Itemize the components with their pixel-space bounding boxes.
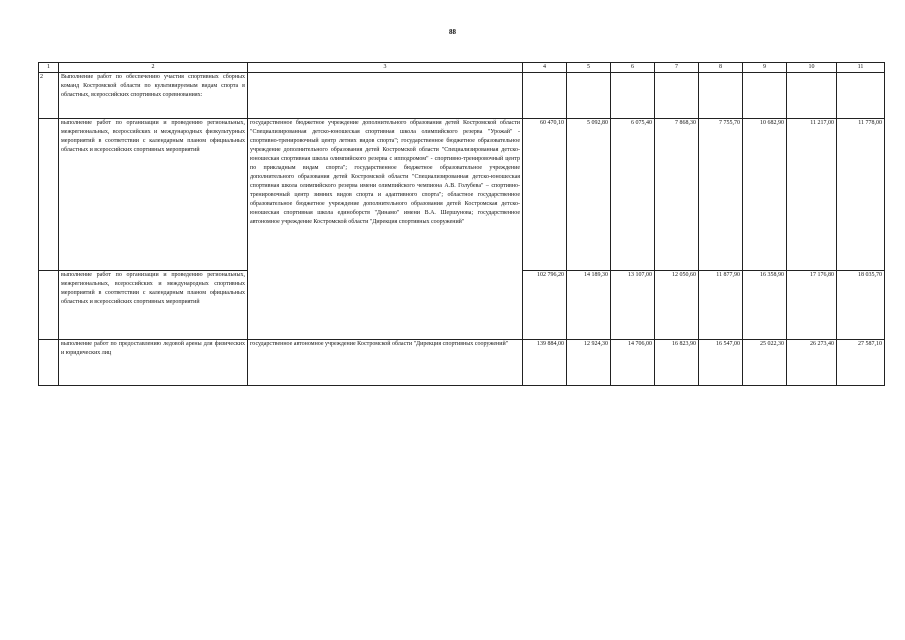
value-cell: 12 050,60 <box>655 271 699 340</box>
work-description: выполнение работ по предоставлению ледовой арены для физических и юридических лиц <box>59 340 248 386</box>
value-cell: 11 778,00 <box>837 119 885 271</box>
value-cell: 16 547,00 <box>699 340 743 386</box>
value-cell: 18 035,70 <box>837 271 885 340</box>
value-cell: 13 107,00 <box>611 271 655 340</box>
value-cell: 139 884,00 <box>523 340 567 386</box>
header-cell: 2 <box>59 63 248 73</box>
value-cell: 60 470,10 <box>523 119 567 271</box>
value-cell: 17 176,80 <box>787 271 837 340</box>
value-cell: 12 924,30 <box>567 340 611 386</box>
value-cell: 27 587,10 <box>837 340 885 386</box>
work-description: выполнение работ по организации и проведению региональных, межрегиональных, всероссийских и международных физкультурных мероприятий в соответствии с календарным планом официальных областных и всероссийских спортивных мероприятий <box>59 119 248 271</box>
header-cell: 9 <box>743 63 787 73</box>
table-row <box>39 119 885 271</box>
program-table <box>38 62 885 386</box>
value-cell: 7 755,70 <box>699 119 743 271</box>
value-cell: 14 189,30 <box>567 271 611 340</box>
value-cell: 11 877,90 <box>699 271 743 340</box>
value-cell: 11 217,00 <box>787 119 837 271</box>
value-cell: 5 092,80 <box>567 119 611 271</box>
header-cell: 4 <box>523 63 567 73</box>
header-cell: 8 <box>699 63 743 73</box>
table-row <box>39 340 885 386</box>
header-cell: 5 <box>567 63 611 73</box>
header-cell: 6 <box>611 63 655 73</box>
section-title: Выполнение работ по обеспечению участия спортивных сборных команд Костромской области по культивируемым видам спорта в областных, всероссийских спортивных соревнованиях: <box>59 73 248 119</box>
header-cell: 11 <box>837 63 885 73</box>
section-number: 2 <box>39 73 59 119</box>
header-row <box>39 63 885 73</box>
value-cell: 102 796,20 <box>523 271 567 340</box>
executor-cell: государственное бюджетное учреждение дополнительного образования детей Костромской области "Специализированная детско-юношеская спортивная школа олимпийского резерва "Урожай" - спортивно-тренировочный центр летних видов спорта"; государственное бюджетное образовательное учреждение дополнительного образования детей Костромской области "Специализированная детско-юношеская спортивная школа олимпийского резерва с ипподромом" - спортивно-тренировочный центр по прикладным видам спорта"; государственное бюджетное образовательное учреждение дополнительного образования детей Костромской области "Специализированная детско-юношеская спортивная школа олимпийского резерва имени олимпийского чемпиона А.В. Голубева" – спортивно-тренировочный центр зимних видов спорта и адаптивного спорта"; областное государственное образовательное бюджетное учреждение дополнительного образования детей Костромская детско-юношеская спортивная школа единоборств "Динамо" имени В.А. Шершунова; государственное автономное учреждение Костромской области "Дирекция спортивных сооружений" <box>248 119 523 340</box>
value-cell: 16 823,90 <box>655 340 699 386</box>
value-cell: 26 273,40 <box>787 340 837 386</box>
header-cell: 7 <box>655 63 699 73</box>
value-cell: 10 682,90 <box>743 119 787 271</box>
section-row <box>39 73 885 119</box>
header-cell: 3 <box>248 63 523 73</box>
header-cell: 1 <box>39 63 59 73</box>
value-cell: 25 022,30 <box>743 340 787 386</box>
executor-cell: государственное автономное учреждение Костромской области "Дирекция спортивных сооружений" <box>248 340 523 386</box>
value-cell: 14 706,00 <box>611 340 655 386</box>
value-cell: 7 868,30 <box>655 119 699 271</box>
value-cell: 16 358,90 <box>743 271 787 340</box>
value-cell: 6 075,40 <box>611 119 655 271</box>
header-cell: 10 <box>787 63 837 73</box>
work-description: выполнение работ по организации и проведению региональных, межрегиональных, всероссийских и международных спортивных мероприятий в соответствии с календарным планом официальных областных и всероссийских спортивных мероприятий <box>59 271 248 340</box>
page-number: 88 <box>449 28 456 36</box>
